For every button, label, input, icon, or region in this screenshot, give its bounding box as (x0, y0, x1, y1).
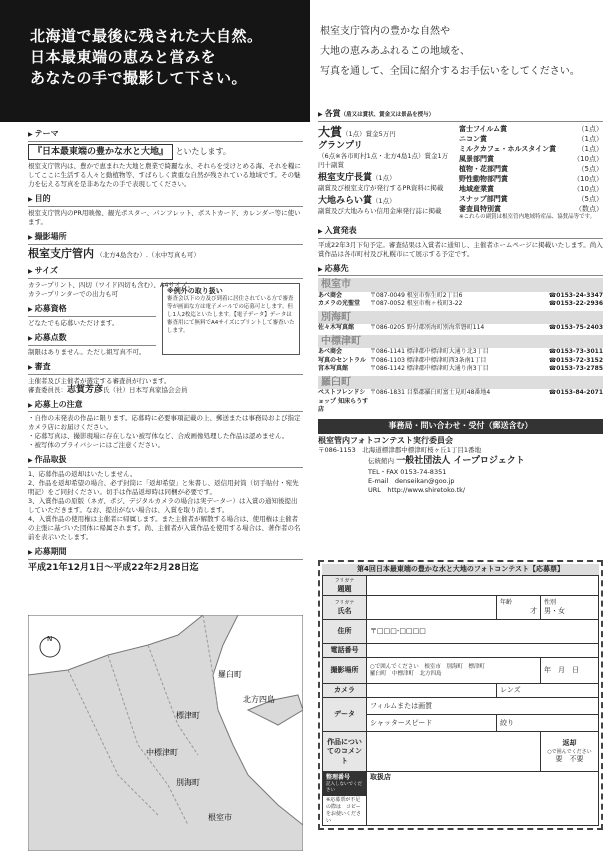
venues-heading: ▶ 応募先 (318, 264, 603, 277)
prize-row: ニコン賞 （1点） (459, 134, 603, 143)
handling-item: 4、入賞作品の使用権は主催者に帰属します。また主催者が解散する場合は、使用権は主催者の主張に基づいた団体に帰属されます。尚、主催者が入賞作品を使用する場合は、著作者の名前を表示いたします。 (28, 515, 301, 542)
caution-item: ・自作の未発表の作品に限ります。応募時に必要事項記載の上、郵送または事務局および指定カメラ店にお届けください。 (28, 414, 301, 432)
comment-field[interactable] (367, 732, 541, 772)
theme-body: 根室支庁管内は、豊かで恵まれた大地と農業で綺麗な水、それらを受けとめる海、それを糧にしてここに生活する人々と動植物等、すばらしく貴重な自然が残されている地域です。その魅力を伝える写真を是非あなたの手で表現してください。 (28, 161, 301, 188)
purpose-body: 根室支庁管内のPR用映像、観光ポスター、パンフレット、ポストカード、カレンダー等に使います。 (28, 208, 301, 226)
venue-shop: ペストフレンドショップ 知床らうす店 〒086-1831 目梨郡羅臼町富士見町48番地4 ☎0153-84-2071 (318, 389, 603, 414)
region-map (28, 615, 303, 851)
prize-row: 風景部門賞 （10点） (459, 154, 603, 163)
form-place-label: 撮影場所 (323, 658, 367, 684)
map-north: N (47, 635, 53, 643)
form-comment-label: 作品についてのコメント (323, 732, 367, 772)
prize-list (453, 124, 603, 221)
exception-body: 審査会以下の方及び到着に居住されている方で審査等が画面な方は電子メールでの応募可とします。但し1人2枚迄といたします。【電子データ】データは審査用にて無料でA4サイズにプリントして審査いたします。 (167, 296, 295, 334)
venue-shop: 写真のセントラル 〒086-1103 標津郡中標津町西3条南1丁目 ☎0153-72-3152 (318, 356, 603, 364)
camera-field[interactable] (367, 684, 497, 698)
land-prize-count: （1点） (372, 197, 396, 206)
eligibility-heading: ▶ 応募資格 (28, 304, 156, 317)
announce-heading: ▶ 入賞発表 (318, 226, 603, 239)
office-heading: 事務局・問い合わせ・受付（郵送含む） (318, 419, 603, 434)
judging-body: 主催者及び主催者が選定する審査員が行います。 (28, 376, 171, 385)
handling-heading: ▶ 作品取扱 (28, 455, 303, 468)
exception-box (162, 283, 300, 355)
hero-banner (0, 0, 310, 122)
date-field[interactable]: 年 月 日 (541, 658, 599, 684)
entry-form (318, 560, 603, 830)
return-field[interactable]: 返却 ○で囲んでください 要 不要 (541, 732, 599, 772)
office-email[interactable]: denseikan@goo.jp (394, 476, 455, 485)
judging-heading: ▶ 審査 (28, 362, 303, 375)
film-field[interactable]: フィルムまたは画質 (367, 698, 599, 715)
prizes-heading: ▶ 各賞（盾又は賞状、賞金又は景品を授与） (318, 109, 603, 122)
land-prize-name: 大地みらい賞 (318, 196, 373, 207)
form-table (322, 575, 599, 826)
form-footer-note: ※応募票が不足の際は コピーをお使いください (323, 796, 367, 826)
aperture-field[interactable]: 絞り (497, 715, 599, 732)
judging-chair: 志賀芳彦 (67, 384, 104, 395)
sex-field[interactable]: 性別 男・女 (541, 596, 599, 620)
prize-row: 地域産業賞 （10点） (459, 184, 603, 193)
judging-chair-suffix: 氏（社）日本写真家協会会員 (103, 385, 188, 394)
theme-title: 『日本最東端の豊かな水と大地』 (28, 144, 173, 160)
hero-line-3: あなたの手で撮影して下さい。 (30, 69, 248, 87)
count-heading: ▶ 応募点数 (28, 333, 156, 346)
map-label: 羅臼町 (218, 670, 242, 679)
chief-prize-count: （1点） (372, 174, 396, 183)
caution-item: ・被写体のプライバシーにはご注意ください。 (28, 441, 165, 450)
office-company: 一般社団法人 イープロジェクト (396, 456, 525, 467)
place-note: （北方4島含む）.（水中写真も可） (96, 250, 200, 259)
venue-area: 別海町 (318, 311, 603, 325)
intro-line-1: 根室支庁管内の豊かな自然や (320, 26, 450, 37)
prize-row: 植物・花部門賞 （5点） (459, 164, 603, 173)
place-heading: ▶ 撮影場所 (28, 232, 303, 245)
right-column (318, 104, 603, 495)
form-name-label: フリガナ 氏名 (323, 596, 367, 620)
gp-name: グランプリ (318, 140, 363, 151)
size-heading: ▶ サイズ (28, 266, 303, 279)
cautions-heading: ▶ 応募上の注意 (28, 400, 303, 413)
exception-title: ※例外の取り扱い (167, 287, 223, 295)
count-body: 制限はありません。ただし組写真不可。 (28, 347, 146, 356)
prize-row: 野性動物部門賞 （10点） (459, 174, 603, 183)
prize-row: 富士フイルム賞 （1点） (459, 124, 603, 133)
size-line-2: カラープリンターでの出力も可 (28, 290, 119, 299)
shutter-field[interactable]: シャッタースピード (367, 715, 497, 732)
form-data-label: データ (323, 698, 367, 732)
store-field[interactable]: 取扱店 (367, 772, 599, 826)
form-address-label: 住所 (323, 620, 367, 644)
map-label: 中標津町 (146, 748, 178, 757)
prize-row: ミルクカフェ・ホルスタイン賞 （1点） (459, 144, 603, 153)
prize-row: スナップ部門賞 （5点） (459, 194, 603, 203)
title-field[interactable] (367, 576, 599, 596)
form-entry-label: 整理番号 記入しないでください (323, 772, 367, 796)
prize-note: ※これらの副賞は根室管内地域特産品、協賛品等です。 (459, 213, 596, 220)
handling-item: 1、応募作品の返却はいたしません。 (28, 470, 137, 479)
office-address: 〒086-1153 北海道標津郡中標津町桜ヶ丘1丁目1番地 (318, 446, 482, 455)
grand-prize-count: （1点） (342, 129, 366, 138)
chief-prize-detail: 副賞及び根室支庁が発行するPR資料に掲載 (318, 184, 444, 193)
hero-line-2: 日本最東端の恵みと営みを (30, 48, 217, 66)
land-prize-detail: 副賞及び大地みらい信用金庫発行誌に掲載 (318, 207, 442, 216)
hero-line-1: 北海道で最後に残された大自然。 (30, 27, 263, 45)
intro-text (320, 22, 600, 82)
size-line-1: カラープリント、四切（ワイド四切も含む）、A4サイズ。 (28, 281, 195, 290)
venue-shop: あべ商会 〒086-1141 標津郡中標津町大通り北3丁目 ☎0153-73-3011 (318, 348, 603, 356)
map-label: 根室市 (208, 813, 232, 822)
office-org: 根室管内フォトコンテスト実行委員会 (318, 435, 453, 445)
office-url[interactable]: http://www.shiretoko.tk/ (387, 485, 466, 494)
office-url-label: URL (368, 485, 381, 494)
address-field[interactable] (367, 620, 599, 644)
intro-line-3: 写真を通して、全国に紹介するお手伝いをしてください。 (320, 66, 580, 77)
office-company-prefix: 伝統館内 (368, 457, 394, 466)
venue-shop: 佐々木写真館 〒086-0205 野付郡別海町別海常磐町114 ☎0153-75-2403 (318, 324, 603, 332)
venue-shop: あべ商会 〒087-0049 根室市弥生町2丁目6 ☎0153-24-3347 (318, 291, 603, 299)
eligibility-body: どなたでも応募いただけます。 (28, 318, 119, 327)
handling-item: 2、作品を返却希望の場合、必ず封筒に「返却希望」と朱書し、返信用封筒（切手貼付・宛先明記）をご同封ください。切手は作品返却時は同梱が必要です。 (28, 479, 299, 497)
left-column: ▶ テーマ 『日本最東端の豊かな水と大地』 といたします。 根室支庁管内は、豊かで恵まれた大地と農業で綺麗な水、それらを受けとめる海、それを糧にしてここに生活する人々と動植物等、すばらしく貴重な自然が残されている地域です。その魅力を伝える写真を是非あなたの手で表現してください。 ▶ 目的 根室支庁管内のPR用映像、観光ポスター、パンフレット、ポストカード、カレンダー等に使います。 ▶ 撮影場所 根室支庁管内 （北方4島含む）.（水中写真も可） ▶ サイズ カラープリント、四切（ワイド四切も含む）、A4サイズ。 カラープリンターでの出力も可 ▶ 応募資格 どなたでも応募いただけます。 ▶ 応募点数 制限はありません。ただし組写真不可。 ▶ 審査 主催者及び主催者が選定する審査員が行います。 審査委員長：志賀芳彦氏（社）日本写真家協会会員 ▶ 応募上の注意 ・自作の未発表の作品に限ります。応募時に必要事項記載の上、郵送または事務局および指定カメラ店にお届けください。 ・応募写真は、撮影現場に存在しない被写体など、合成画像処理した作品は認めません。 ・被写体のプライバシーにはご注意ください。 ▶ 作品取扱 1、応募作品の返却はいたしません。 2、作品を返却希望の場合、必ず封筒に「返却希望」と朱書し、返信用封筒（切手貼付・宛先明記）をご同封ください。切手は作品返却時は同梱が必要です。 3、入賞作品の原版（ネガ、ポジ、デジタルカメラの場合は実データー）は入賞の通知後提出していただきます。なお、提出がない場合は、入賞を取り消します。 4、入賞作品の使用権は主催者に帰属します。また主催者が解散する場合は、使用権は主催者の主張に基づいた団体に帰属されます。尚、主催者が入賞作品を使用する場合は、著作者の名前を表示いたします。 ▶ 応募期間 平成21年12月1日〜平成22年2月28日迄 (28, 129, 301, 573)
office-email-label: E-mail (368, 476, 389, 485)
prize-row: 審査員特別賞 （数点） (459, 204, 603, 213)
period-heading: ▶ 応募期間 (28, 547, 303, 560)
office-tel: TEL・FAX 0153-74-8351 (368, 467, 447, 476)
map-label: 標津町 (176, 711, 200, 720)
venue-area: 中標津町 (318, 335, 603, 349)
theme-suffix: といたします。 (175, 146, 231, 156)
judging-chair-label: 審査委員長 (28, 385, 61, 394)
venue-shop: カメラの光聖堂 〒087-0052 根室市梅ヶ枝町3-22 ☎0153-22-2936 (318, 300, 603, 308)
handling-item: 3、入賞作品の原版（ネガ、ポジ、デジタルカメラの場合は実データー）は入賞の通知後提出していただきます。なお、提出がない場合は、入賞を取り消します。 (28, 497, 298, 515)
map-label: 別海町 (176, 778, 200, 787)
announce-body: 平成22年3月下旬予定。審査結果は入賞者に通知し、主催者ホームページに掲載いたします。尚入賞作品は各市町村及び札幌市にて展示する予定です。 (318, 240, 603, 258)
venue-shop: 宮本写真館 〒086-1142 標津郡中標津町大通り南3丁目 ☎0153-73-2785 (318, 365, 603, 373)
venue-area: 羅臼町 (318, 376, 603, 390)
age-field[interactable]: 年齢 才 (497, 596, 541, 620)
postal-code: 〒□□□-□□□□ (370, 627, 426, 636)
chief-prize-name: 根室支庁長賞 (318, 173, 373, 184)
caution-item: ・応募写真は、撮影現場に存在しない被写体など、合成画像処理した作品は認めません。 (28, 432, 289, 441)
intro-line-2: 大地の恵みあふれるこの地域を、 (320, 46, 470, 57)
purpose-heading: ▶ 目的 (28, 194, 303, 207)
gp-detail: （6点※各市町村1点・北方4島1点）賞金1万円十副賞 (318, 152, 449, 170)
form-phone-label: 電話番号 (323, 644, 367, 658)
form-camera-label: カメラ (323, 684, 367, 698)
period-value: 平成21年12月1日〜平成22年2月28日迄 (28, 562, 199, 573)
form-title: 第4回日本最東端の豊かな水と大地のフォトコンテスト【応募票】 (322, 564, 599, 575)
grand-prize-reward: 賞金5万円 (365, 129, 396, 138)
place-value: 根室支庁管内 (28, 246, 94, 260)
phone-field[interactable] (367, 644, 599, 658)
grand-prize-name: 大賞 (318, 124, 343, 139)
lens-field[interactable]: レンズ (497, 684, 599, 698)
venue-area: 根室市 (318, 278, 603, 292)
map-label: 北方四島 (243, 695, 275, 704)
theme-heading: ▶ テーマ (28, 129, 303, 142)
name-field[interactable] (367, 596, 497, 620)
place-field[interactable]: ○で囲んでください 根室市 別海町 標津町 羅臼町 中標津町 北方四島 (367, 658, 541, 684)
form-title-label: フリガナ 題題 (323, 576, 367, 596)
